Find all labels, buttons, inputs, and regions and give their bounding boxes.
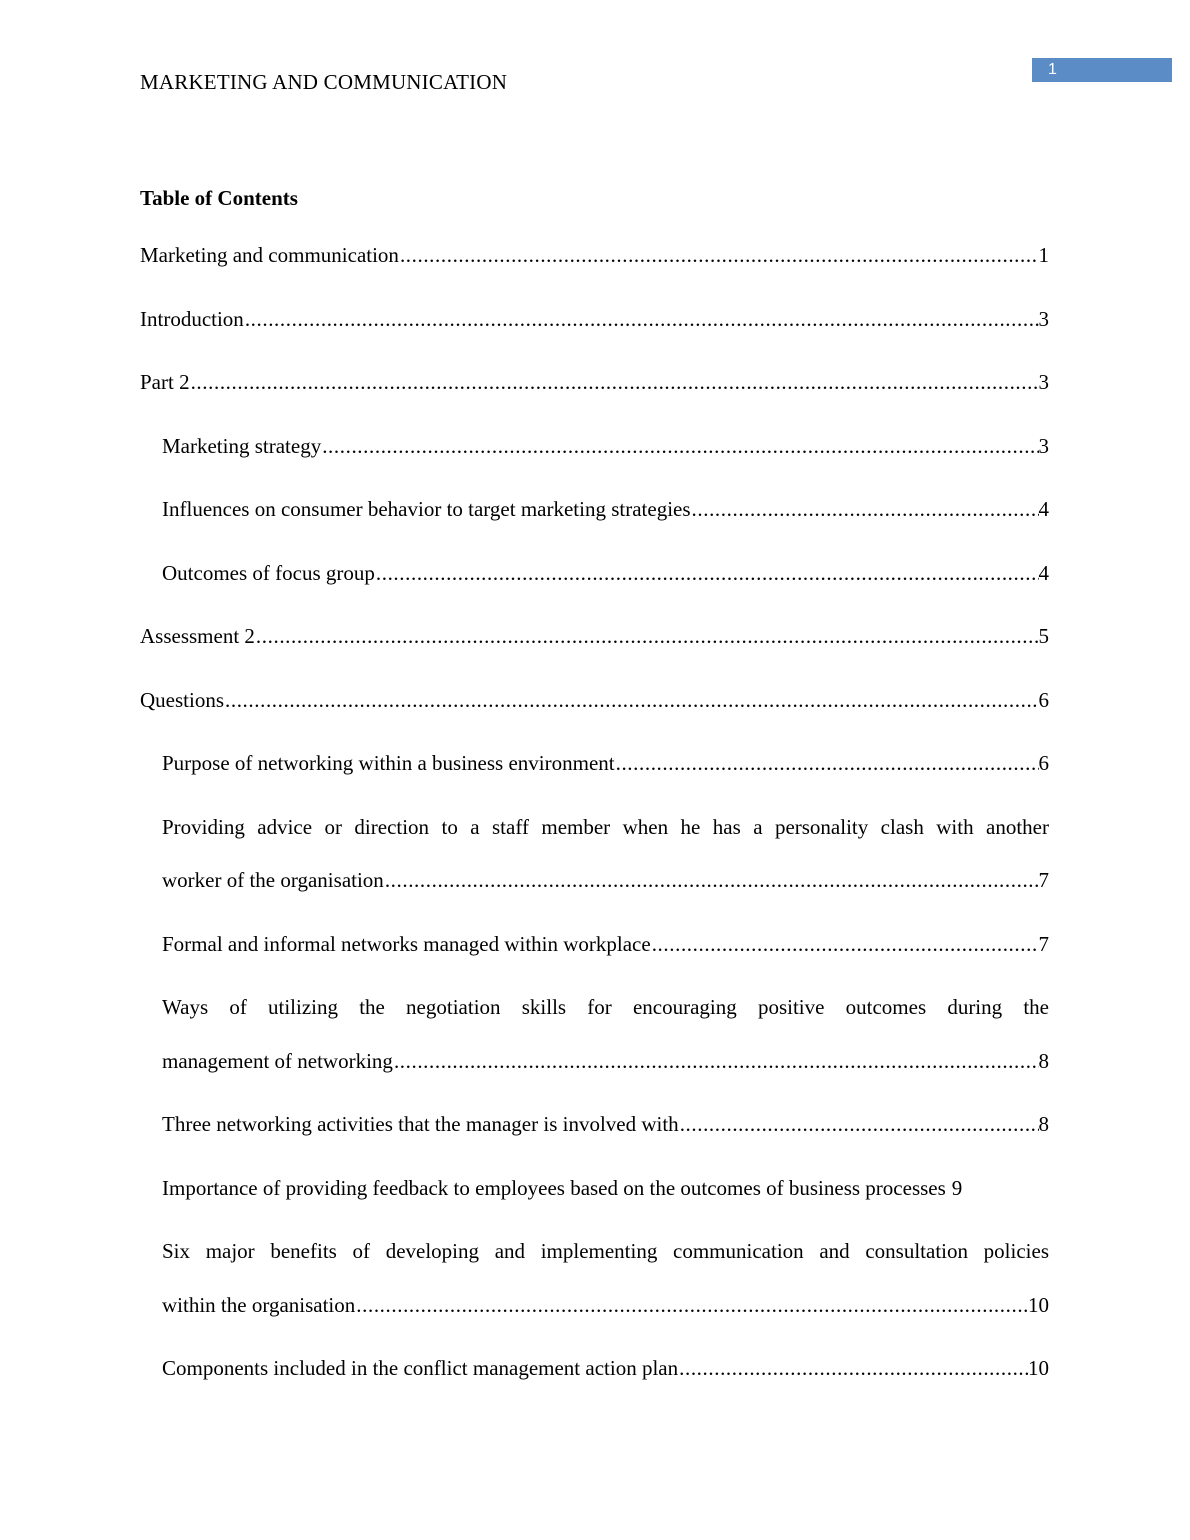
toc-entry-title: Importance of providing feedback to employees based on the outcomes of business processes [162,1175,946,1200]
toc-entry-title-line1: Providing advice or direction to a staff member when he has a personality clash with another [162,814,1049,839]
dot-leader [679,1107,1039,1141]
toc-entry[interactable] [140,810,1049,917]
toc-entry[interactable] [140,1107,1049,1161]
dot-leader [190,365,1039,399]
toc-entry[interactable] [140,1171,1049,1225]
toc-entry[interactable] [140,365,1049,419]
toc-entry-title: Questions [140,687,224,712]
toc-entry-title: Three networking activities that the manager is involved with [162,1112,679,1136]
toc-entry[interactable] [140,746,1049,800]
toc-entry-page: 4 [1038,560,1049,585]
dot-leader [355,1288,1028,1322]
table-of-contents [140,238,1049,1415]
toc-entry-title: Outcomes of focus group [162,560,375,585]
toc-entry-page: 10 [1028,1292,1049,1317]
toc-entry-page: 6 [1038,751,1049,775]
toc-entry[interactable] [140,619,1049,673]
toc-entry-title: Introduction [140,306,244,331]
toc-entry-page: 10 [1028,1356,1049,1380]
toc-entry-page: 7 [1038,868,1049,892]
toc-entry-title: Formal and informal networks managed within workplace [162,931,651,956]
toc-entry[interactable] [140,1234,1049,1341]
toc-entry-page: 8 [1038,1112,1049,1136]
toc-entry-title: Components included in the conflict management action plan [162,1356,679,1380]
toc-entry-title: Part 2 [140,370,190,394]
dot-leader [651,927,1039,961]
toc-entry-title-line2: management of networking [162,1048,393,1073]
toc-entry-title: Assessment 2 [140,624,255,648]
dot-leader [399,238,1039,272]
page-number-badge: 1 [1032,58,1172,82]
toc-entry-title: Purpose of networking within a business environment [162,751,615,775]
toc-entry-title-line2: worker of the organisation [162,868,384,892]
toc-entry[interactable] [140,990,1049,1097]
toc-entry[interactable] [140,238,1049,292]
toc-entry-page: 3 [1038,370,1049,394]
dot-leader [255,619,1039,653]
toc-entry[interactable] [140,556,1049,610]
toc-entry-page: 8 [1038,1048,1049,1073]
toc-heading: Table of Contents [140,186,298,210]
dot-leader [691,492,1039,526]
toc-entry-title: Influences on consumer behavior to target marketing strategies [162,497,691,521]
toc-entry-page: 3 [1038,433,1049,458]
toc-entry-page: 9 [951,1175,963,1200]
toc-entry[interactable] [140,302,1049,356]
toc-entry-page: 5 [1038,624,1049,648]
dot-leader [393,1044,1039,1078]
toc-entry-title: Marketing and communication [140,243,399,267]
dot-leader [244,302,1039,336]
dot-leader [321,429,1038,463]
toc-entry-page: 1 [1038,243,1049,267]
dot-leader [384,863,1039,897]
dot-leader [224,683,1039,717]
toc-entry[interactable] [140,429,1049,483]
toc-entry-title-line1: Ways of utilizing the negotiation skills for encouraging positive outcomes during the [162,995,1049,1019]
toc-entry[interactable] [140,492,1049,546]
toc-entry[interactable] [140,1351,1049,1405]
toc-entry[interactable] [140,683,1049,737]
toc-entry-title-line1: Six major benefits of developing and implementing communication and consultation policies [162,1239,1049,1263]
running-header-title: MARKETING AND COMMUNICATION [140,70,508,94]
dot-leader [678,1351,1028,1385]
toc-entry-page: 4 [1038,497,1049,521]
toc-entry-title: Marketing strategy [162,433,322,458]
toc-entry[interactable] [140,927,1049,981]
toc-entry-title-line2: within the organisation [162,1292,356,1317]
dot-leader [375,556,1039,590]
dot-leader [615,746,1039,780]
toc-entry-page: 7 [1038,931,1049,956]
toc-entry-page: 3 [1038,306,1049,331]
toc-entry-page: 6 [1038,687,1049,712]
